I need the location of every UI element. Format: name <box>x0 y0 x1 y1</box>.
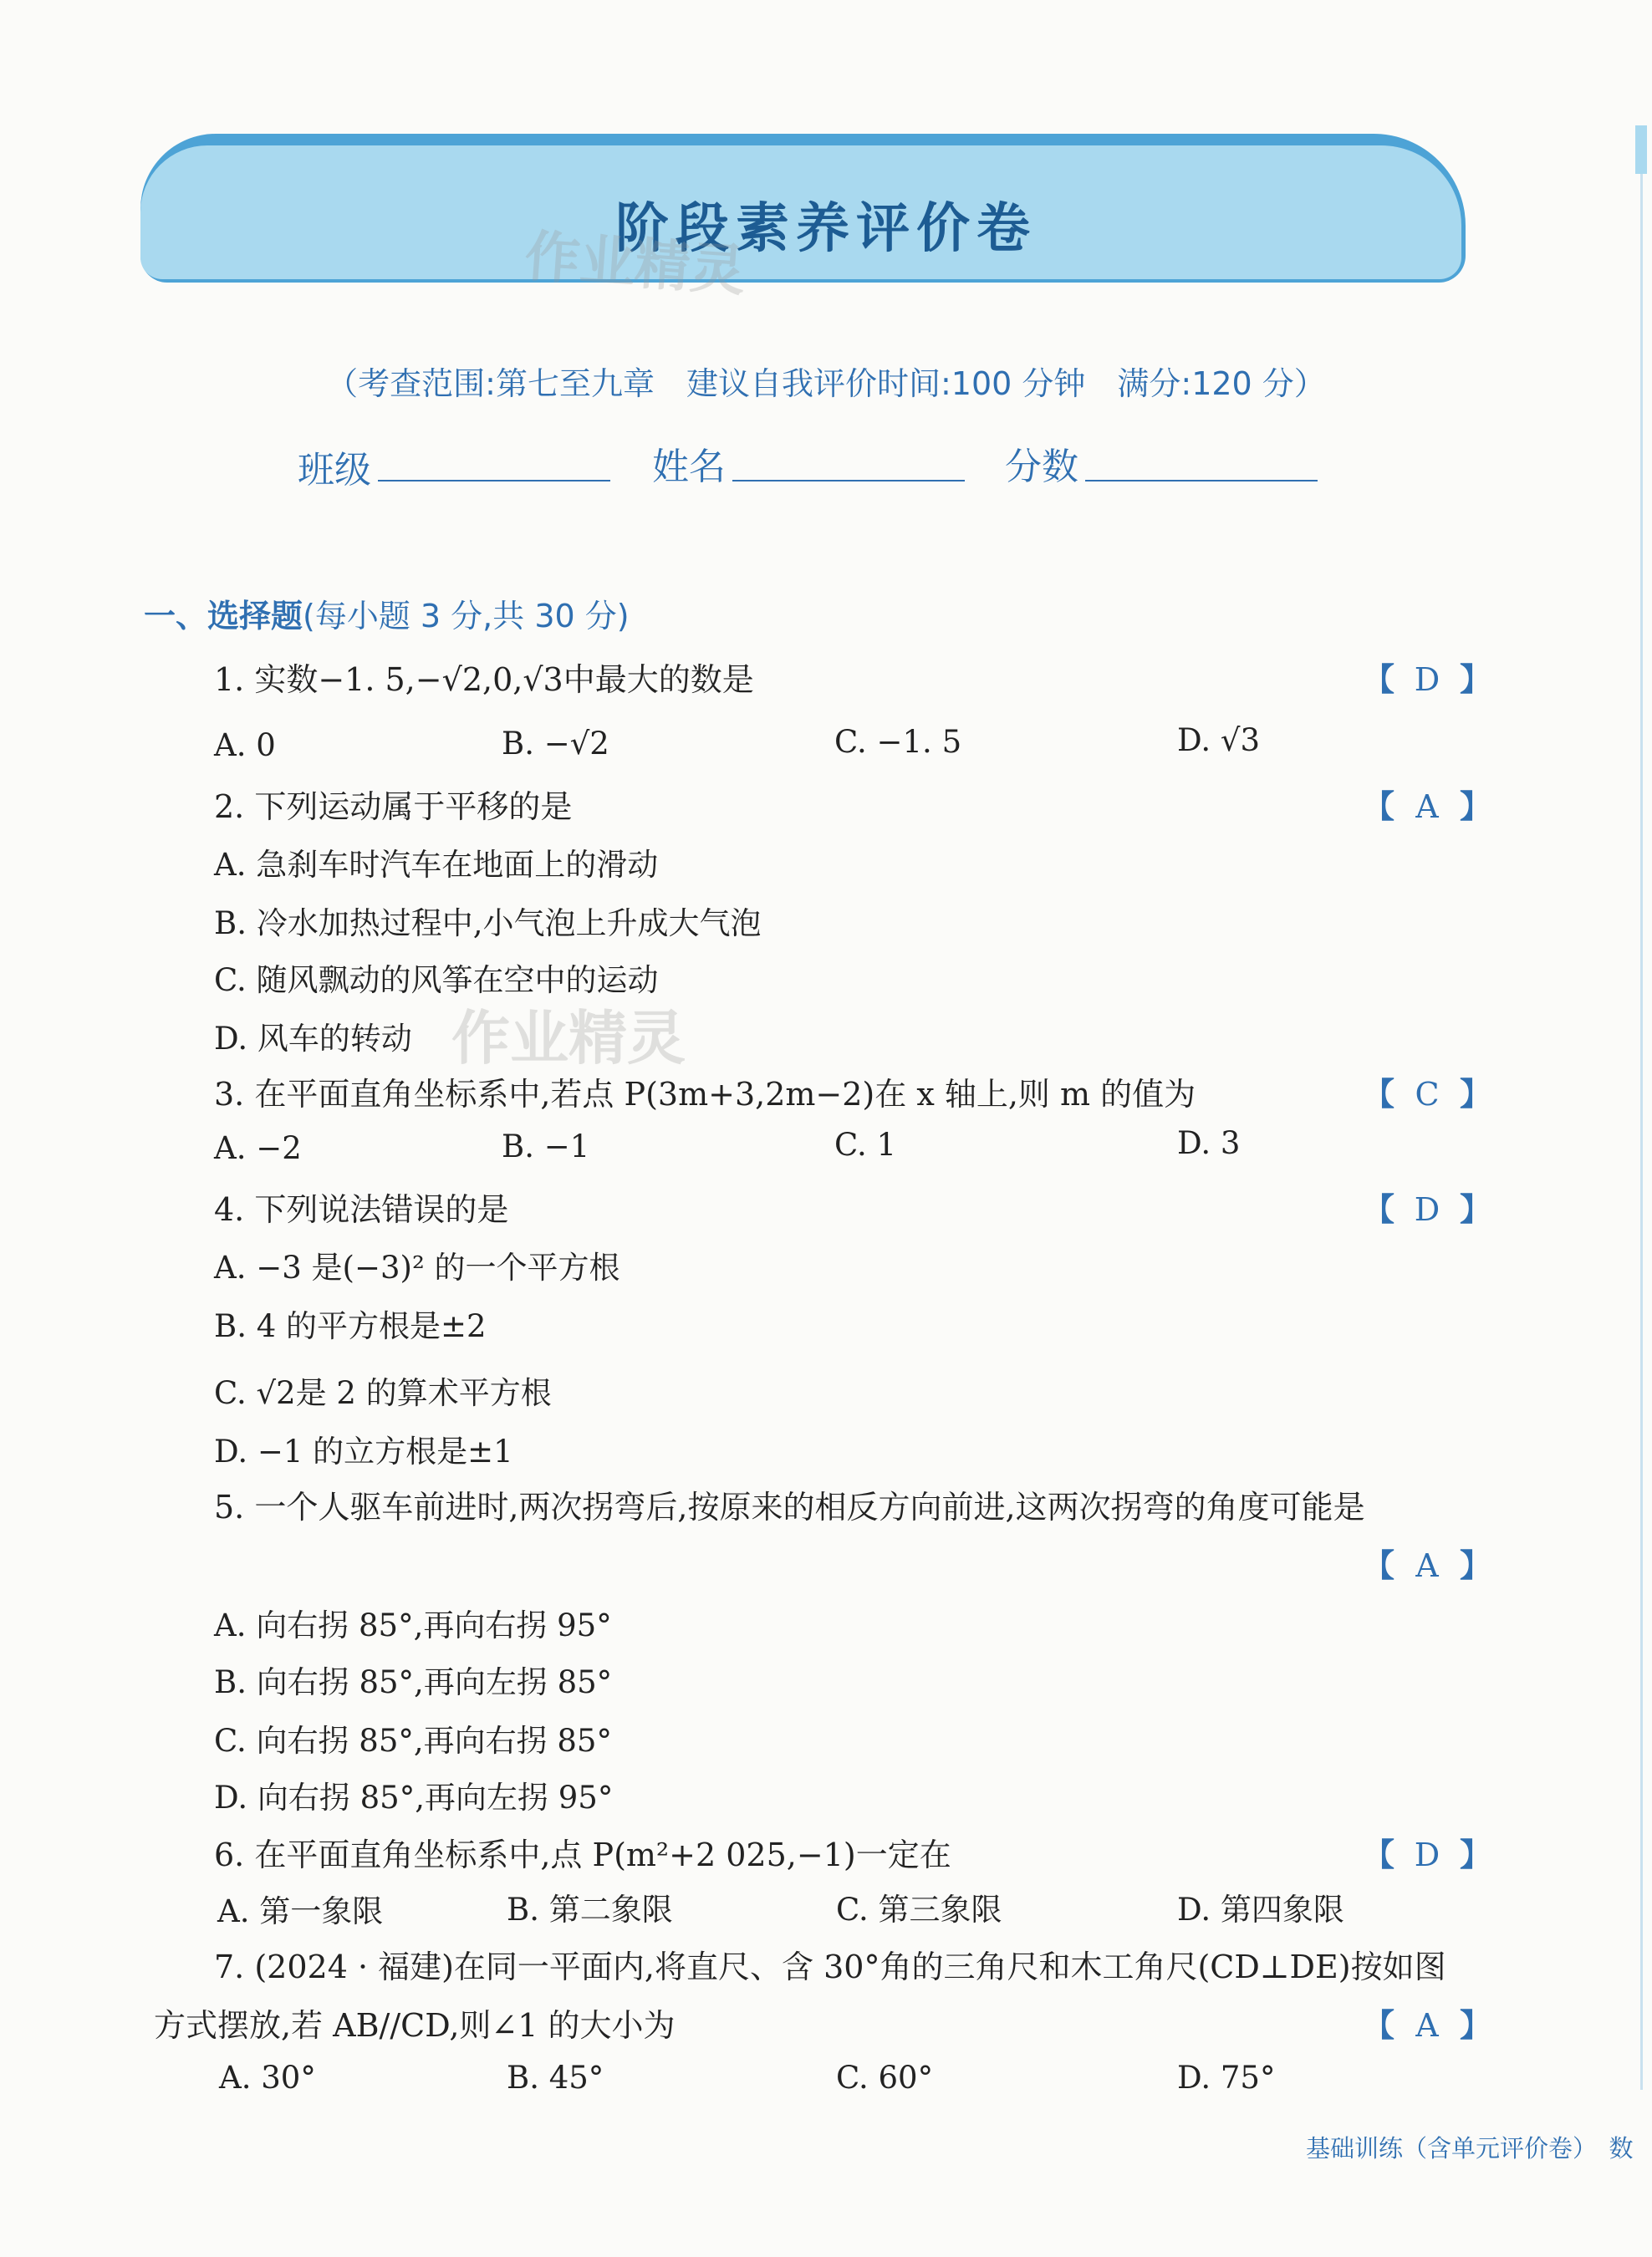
section-note: (每小题 3 分,共 30 分) <box>303 598 630 634</box>
question-6-option-c: C. 第三象限 <box>836 1892 1002 1928</box>
question-3-answer <box>1363 1068 1491 1114</box>
question-7-option-c: C. 60° <box>836 2060 934 2096</box>
question-5-option-b: B. 向右拐 85°,再向左拐 85° <box>214 1664 613 1700</box>
bracket-open: 【 <box>1363 661 1395 698</box>
section-title <box>144 590 630 636</box>
name-label: 姓名 <box>652 446 726 488</box>
question-5-answer <box>1363 1540 1491 1586</box>
question-6-option-b: B. 第二象限 <box>507 1892 673 1928</box>
question-7-option-b: B. 45° <box>507 2060 604 2096</box>
question-1-stem: 1. 实数−1. 5,−√2,0,√3中最大的数是 <box>214 661 754 698</box>
page-edge-tab <box>1635 125 1647 174</box>
question-1-option-b: B. −√2 <box>502 726 609 762</box>
question-2-option-a: A. 急刹车时汽车在地面上的滑动 <box>214 847 659 883</box>
question-5-option-c: C. 向右拐 85°,再向右拐 85° <box>214 1723 612 1759</box>
answer-letter: A <box>1415 2007 1439 2044</box>
question-3-stem: 3. 在平面直角坐标系中,若点 P(3m+3,2m−2)在 x 轴上,则 m 的值为 <box>214 1076 1196 1113</box>
question-1-option-d: D. √3 <box>1177 722 1260 758</box>
question-6-stem: 6. 在平面直角坐标系中,点 P(m²+2 025,−1)一定在 <box>214 1837 951 1873</box>
name-field[interactable] <box>732 480 965 481</box>
question-6-option-d: D. 第四象限 <box>1177 1892 1344 1928</box>
question-5-stem: 5. 一个人驱车前进时,两次拐弯后,按原来的相反方向前进,这两次拐弯的角度可能是 <box>214 1489 1365 1526</box>
question-1-option-c: C. −1. 5 <box>834 724 962 760</box>
question-5-option-d: D. 向右拐 85°,再向左拐 95° <box>214 1780 614 1816</box>
question-2-option-d: D. 风车的转动 <box>214 1021 412 1057</box>
bracket-open: 【 <box>1363 1837 1395 1873</box>
question-5-option-a: A. 向右拐 85°,再向右拐 95° <box>214 1607 612 1643</box>
question-3-option-a: A. −2 <box>214 1130 302 1166</box>
question-1-answer <box>1363 654 1491 700</box>
question-4-answer <box>1363 1184 1491 1230</box>
question-2-option-b: B. 冷水加热过程中,小气泡上升成大气泡 <box>214 905 762 941</box>
question-7-option-d: D. 75° <box>1177 2060 1276 2096</box>
question-4-option-b: B. 4 的平方根是±2 <box>214 1308 487 1344</box>
answer-letter: A <box>1415 788 1439 825</box>
bracket-open: 【 <box>1363 788 1395 825</box>
bracket-open: 【 <box>1363 1547 1395 1584</box>
question-4-option-a: A. −3 是(−3)² 的一个平方根 <box>214 1250 620 1286</box>
class-field[interactable] <box>378 480 610 481</box>
section-heading: 一、选择题 <box>144 598 303 634</box>
page-edge-rule <box>1640 125 1643 2090</box>
answer-letter: A <box>1415 1547 1439 1584</box>
answer-letter: D <box>1414 1837 1440 1873</box>
bracket-close: 】 <box>1460 661 1492 698</box>
question-7-stem: 7. (2024 · 福建)在同一平面内,将直尺、含 30°角的三角尺和木工角尺(CD⊥DE)按如图 <box>214 1949 1446 1985</box>
answer-letter: C <box>1415 1076 1440 1113</box>
question-6-option-a: A. 第一象限 <box>217 1893 384 1929</box>
question-4-option-c: C. √2是 2 的算术平方根 <box>214 1375 552 1411</box>
bracket-close: 】 <box>1460 1837 1492 1873</box>
question-3-option-c: C. 1 <box>834 1127 897 1163</box>
question-6-answer <box>1363 1829 1491 1875</box>
watermark: 作业精灵 <box>523 223 747 304</box>
bracket-close: 】 <box>1460 1191 1492 1228</box>
question-2-option-c: C. 随风飘动的风筝在空中的运动 <box>214 962 659 998</box>
score-field[interactable] <box>1085 480 1318 481</box>
question-3-option-b: B. −1 <box>502 1128 590 1164</box>
question-7-stem-continued: 方式摆放,若 AB//CD,则∠1 的大小为 <box>154 2007 676 2044</box>
bracket-close: 】 <box>1460 788 1492 825</box>
exam-scope: （考查范围:第七至九章 建议自我评价时间:100 分钟 满分:120 分） <box>326 365 1326 402</box>
question-1-option-a: A. 0 <box>214 727 276 763</box>
bracket-open: 【 <box>1363 1076 1395 1113</box>
bracket-close: 】 <box>1460 2007 1492 2044</box>
page-title: 阶段素养评价卷 <box>615 198 1037 260</box>
bracket-close: 】 <box>1460 1547 1492 1584</box>
score-label: 分数 <box>1005 446 1078 488</box>
question-4-option-d: D. −1 的立方根是±1 <box>214 1434 513 1470</box>
answer-letter: D <box>1414 661 1440 698</box>
bracket-close: 】 <box>1460 1076 1492 1113</box>
class-label: 班级 <box>298 449 371 492</box>
bracket-open: 【 <box>1363 2007 1395 2044</box>
bracket-open: 【 <box>1363 1191 1395 1228</box>
watermark: 作业精灵 <box>451 1004 686 1072</box>
question-7-answer <box>1363 2000 1491 2046</box>
question-7-option-a: A. 30° <box>219 2060 316 2096</box>
question-2-stem: 2. 下列运动属于平移的是 <box>214 788 573 825</box>
answer-letter: D <box>1414 1191 1440 1228</box>
question-3-option-d: D. 3 <box>1177 1125 1241 1161</box>
question-2-answer <box>1363 781 1491 827</box>
question-4-stem: 4. 下列说法错误的是 <box>214 1191 509 1228</box>
footer-book-title: 基础训练（含单元评价卷） 数 <box>1306 2134 1634 2163</box>
